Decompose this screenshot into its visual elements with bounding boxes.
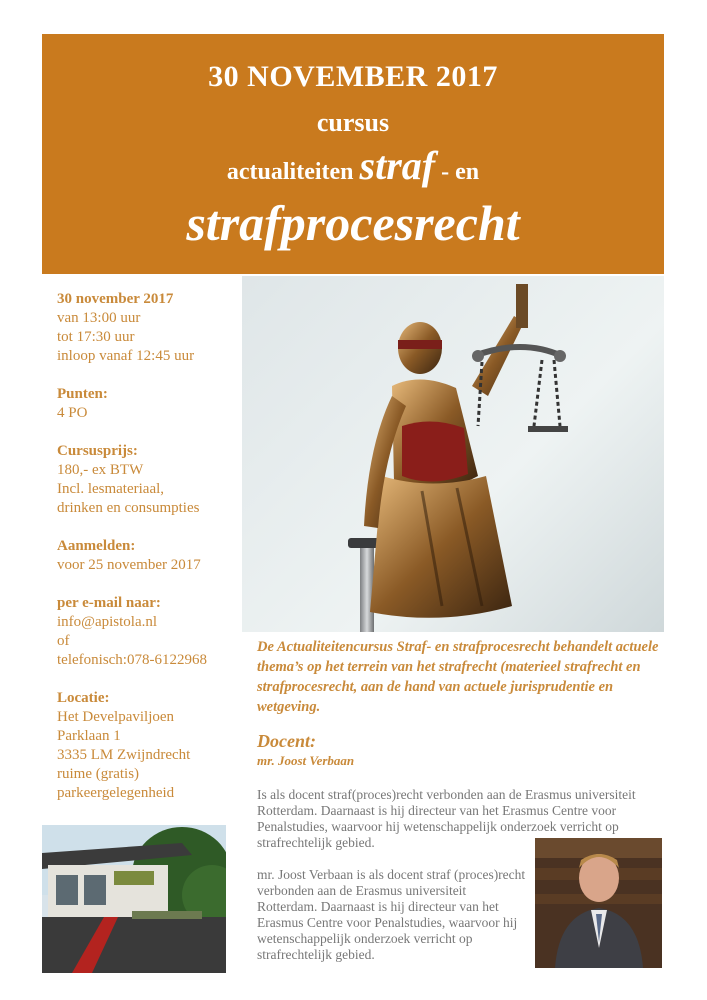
time-from: van 13:00 uur xyxy=(57,310,141,326)
docent-name: mr. Joost Verbaan xyxy=(257,753,355,768)
docent-bio-2: mr. Joost Verbaan is als docent straf (proces)recht verbonden aan de Erasmus universiteit Rotterdam. Daarnaast is hij directeur van het Erasmus Centre voor Penalstudies, waarvoor hij wetenschappelijk onderzoek verricht op strafrechtelijk gebied. xyxy=(257,867,526,962)
portrait-illustration xyxy=(535,838,662,968)
price-value: 180,- ex BTW xyxy=(57,462,144,478)
docent-heading: Docent: xyxy=(257,731,316,751)
location-group xyxy=(57,689,237,803)
location-line-4: ruime (gratis) xyxy=(57,766,140,782)
banner-date: 30 NOVEMBER 2017 xyxy=(208,60,498,93)
email-heading: per e-mail naar: xyxy=(57,595,161,611)
register-group xyxy=(57,537,237,575)
banner-subtitle-pre: actualiteiten xyxy=(226,159,354,185)
price-incl-2: drinken en consumpties xyxy=(57,500,200,516)
date-heading: 30 november 2017 xyxy=(57,291,174,307)
points-value: 4 PO xyxy=(57,405,88,421)
title-banner xyxy=(42,34,664,274)
location-line-5: parkeergelegenheid xyxy=(57,785,175,801)
docent-bio-1: Is als docent straf(proces)recht verbonden aan de Erasmus universiteit Rotterdam. Daarnaast is hij directeur van het Erasmus Centre voor Penalstudies, waarvoor hij wetenschappelijk onderzoek verricht op strafrechtelijk gebied. xyxy=(257,787,636,850)
lady-justice-illustration xyxy=(242,276,664,632)
banner-subtitle-post: - en xyxy=(441,159,480,185)
location-heading: Locatie: xyxy=(57,690,110,706)
location-line-3: 3335 LM Zwijndrecht xyxy=(57,747,191,763)
date-group xyxy=(57,290,237,366)
location-line-2: Parklaan 1 xyxy=(57,728,121,744)
info-sidebar xyxy=(57,290,237,822)
or-text: of xyxy=(57,633,70,649)
docent-portrait-image xyxy=(535,838,662,968)
lady-justice-image xyxy=(242,276,664,632)
location-line-1: Het Develpaviljoen xyxy=(57,709,175,725)
banner-subtitle xyxy=(42,142,664,189)
email-link[interactable]: info@apistola.nl xyxy=(57,614,158,630)
course-intro: De Actualiteitencursus Straf- en strafprocesrecht behandelt actuele thema’s op het terrein van het strafrecht (materieel strafrecht en strafprocesrecht, aan de hand van actuele jurisprudentie en wetgeving. xyxy=(257,639,659,715)
points-heading: Punten: xyxy=(57,386,108,402)
walk-in-time: inloop vanaf 12:45 uur xyxy=(57,348,195,364)
banner-cursus: cursus xyxy=(316,108,390,137)
phone-text: telefonisch:078-6122968 xyxy=(57,652,207,668)
venue-building-image xyxy=(42,825,226,973)
venue-illustration xyxy=(42,825,226,973)
time-to: tot 17:30 uur xyxy=(57,329,135,345)
contact-group xyxy=(57,594,237,670)
points-group xyxy=(57,385,237,423)
banner-main-title: strafprocesrecht xyxy=(186,195,520,251)
register-deadline: voor 25 november 2017 xyxy=(57,557,201,573)
price-heading: Cursusprijs: xyxy=(57,443,138,459)
register-heading: Aanmelden: xyxy=(57,538,136,554)
price-incl-1: Incl. lesmateriaal, xyxy=(57,481,165,497)
price-group xyxy=(57,442,237,518)
banner-subtitle-italic: straf xyxy=(359,143,436,188)
